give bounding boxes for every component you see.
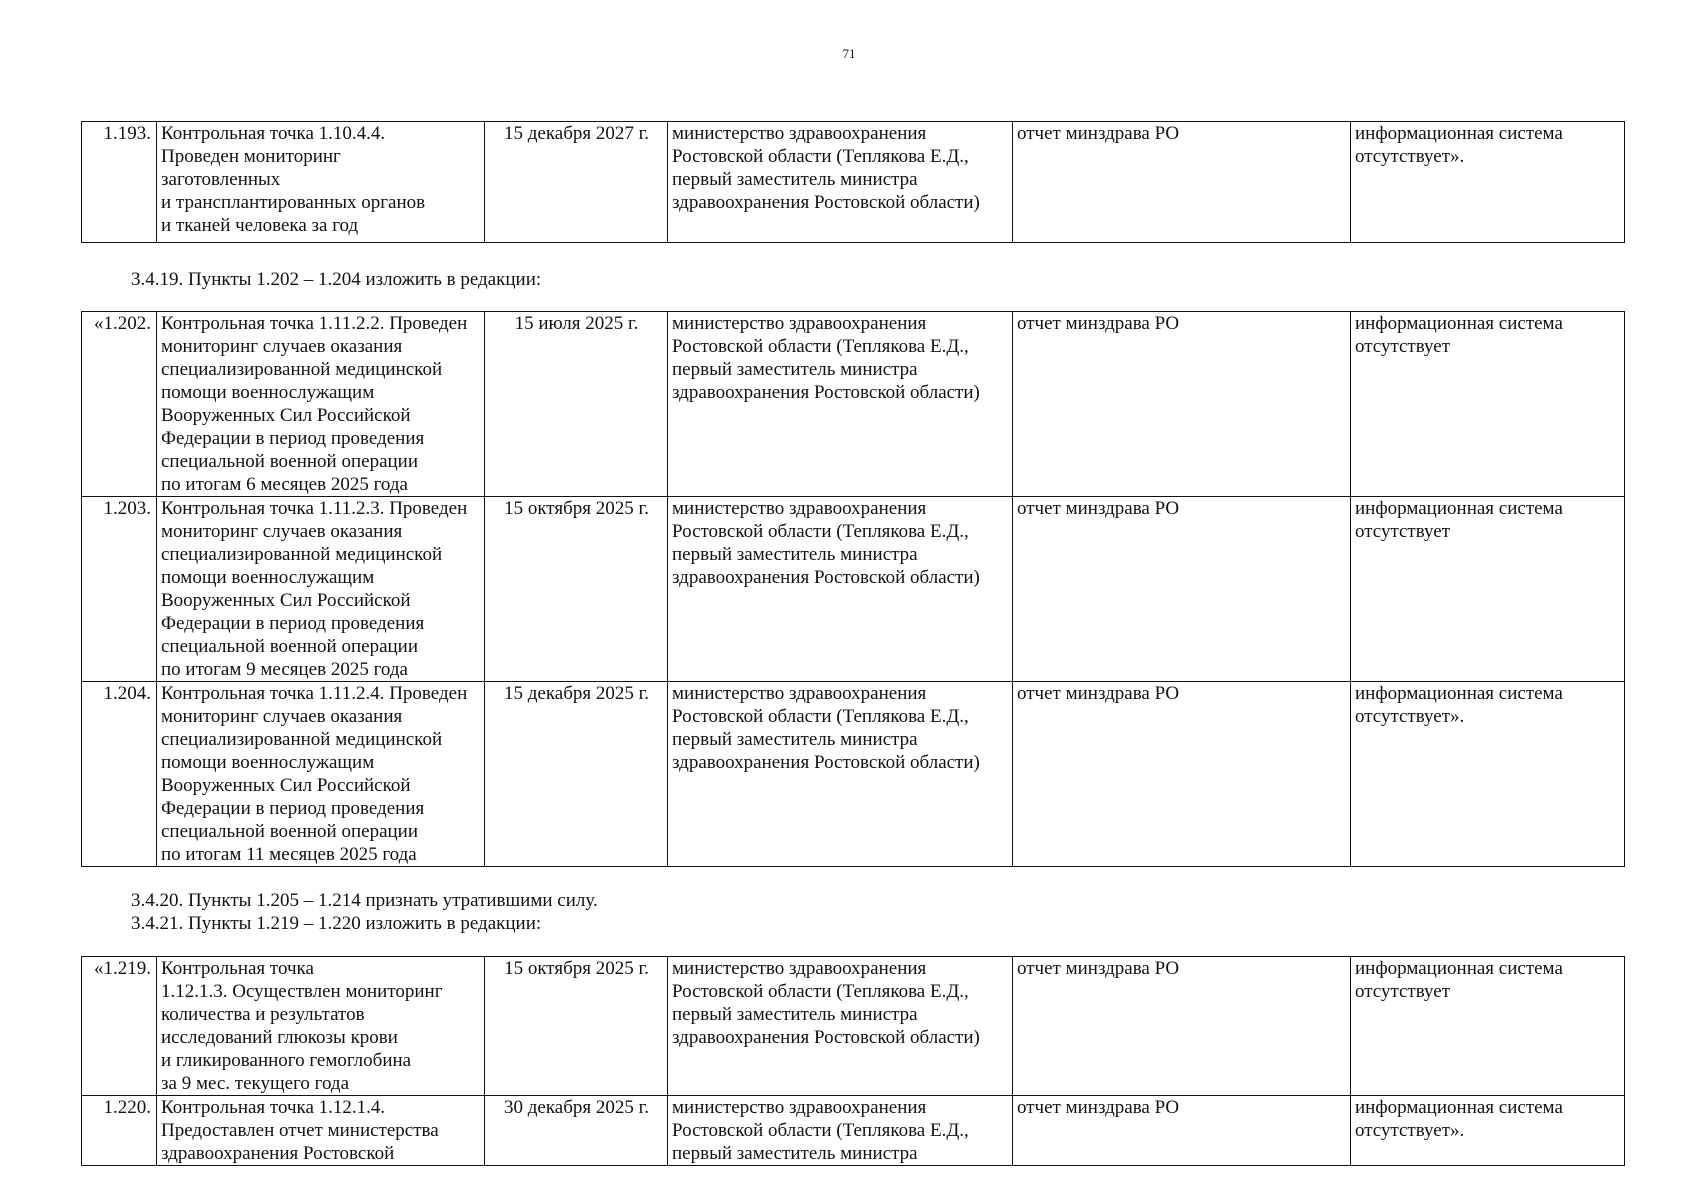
- amendment-paragraph-3-4-21: 3.4.21. Пункты 1.219 – 1.220 изложить в редакции:: [131, 913, 542, 934]
- responsible-executor: министерство здравоохранения Ростовской области (Теплякова Е.Д., первый заместитель министра здравоохранения Ростовской области): [668, 682, 1013, 867]
- table-row: [82, 682, 1625, 867]
- row-number: 1.193.: [82, 122, 157, 243]
- deadline-date: 15 октября 2025 г.: [485, 957, 668, 1096]
- milestone-name: Контрольная точка 1.11.2.3. Проведен мониторинг случаев оказания специализированной медицинской помощи военнослужащим Вооруженных Сил Российской Федерации в период проведения специальной военной операции по итогам 9 месяцев 2025 года: [157, 497, 485, 682]
- table-row: [82, 957, 1625, 1096]
- table-row: [82, 1096, 1625, 1166]
- row-number: 1.203.: [82, 497, 157, 682]
- milestone-name: Контрольная точка 1.12.1.4. Предоставлен отчет министерства здравоохранения Ростовской: [157, 1096, 485, 1166]
- information-system: информационная система отсутствует: [1351, 957, 1625, 1096]
- table-row: [82, 122, 1625, 243]
- responsible-executor: министерство здравоохранения Ростовской области (Теплякова Е.Д., первый заместитель министра здравоохранения Ростовской области): [668, 497, 1013, 682]
- deadline-date: 15 июля 2025 г.: [485, 312, 668, 497]
- deadline-date: 15 декабря 2027 г.: [485, 122, 668, 243]
- information-system: информационная система отсутствует: [1351, 312, 1625, 497]
- table-row: [82, 497, 1625, 682]
- milestone-name: Контрольная точка 1.11.2.2. Проведен мониторинг случаев оказания специализированной медицинской помощи военнослужащим Вооруженных Сил Российской Федерации в период проведения специальной военной операции по итогам 6 месяцев 2025 года: [157, 312, 485, 497]
- table-row: [82, 312, 1625, 497]
- page-number: 71: [842, 46, 856, 61]
- confirming-document: отчет минздрава РО: [1013, 312, 1351, 497]
- responsible-executor: министерство здравоохранения Ростовской области (Теплякова Е.Д., первый заместитель министра: [668, 1096, 1013, 1166]
- responsible-executor: министерство здравоохранения Ростовской области (Теплякова Е.Д., первый заместитель министра здравоохранения Ростовской области): [668, 312, 1013, 497]
- milestone-name: Контрольная точка 1.10.4.4. Проведен мониторинг заготовленных и трансплантированных органов и тканей человека за год: [157, 122, 485, 243]
- confirming-document: отчет минздрава РО: [1013, 1096, 1351, 1166]
- table-items-1202-1204: [81, 311, 1625, 867]
- milestone-name: Контрольная точка 1.12.1.3. Осуществлен мониторинг количества и результатов исследований глюкозы крови и гликированного гемоглобина за 9 мес. текущего года: [157, 957, 485, 1096]
- responsible-executor: министерство здравоохранения Ростовской области (Теплякова Е.Д., первый заместитель министра здравоохранения Ростовской области): [668, 122, 1013, 243]
- table-items-1219-1220: [81, 956, 1625, 1166]
- information-system: информационная система отсутствует: [1351, 497, 1625, 682]
- confirming-document: отчет минздрава РО: [1013, 497, 1351, 682]
- information-system: информационная система отсутствует».: [1351, 682, 1625, 867]
- deadline-date: 15 декабря 2025 г.: [485, 682, 668, 867]
- table-items-1193: [81, 121, 1625, 243]
- row-number: 1.204.: [82, 682, 157, 867]
- row-number: «1.202.: [82, 312, 157, 497]
- responsible-executor: министерство здравоохранения Ростовской области (Теплякова Е.Д., первый заместитель министра здравоохранения Ростовской области): [668, 957, 1013, 1096]
- confirming-document: отчет минздрава РО: [1013, 682, 1351, 867]
- confirming-document: отчет минздрава РО: [1013, 122, 1351, 243]
- information-system: информационная система отсутствует».: [1351, 122, 1625, 243]
- information-system: информационная система отсутствует».: [1351, 1096, 1625, 1166]
- amendment-paragraph-3-4-20: 3.4.20. Пункты 1.205 – 1.214 признать утратившими силу.: [131, 890, 598, 911]
- amendment-paragraph-3-4-19: 3.4.19. Пункты 1.202 – 1.204 изложить в редакции:: [131, 269, 542, 290]
- row-number: 1.220.: [82, 1096, 157, 1166]
- milestone-name: Контрольная точка 1.11.2.4. Проведен мониторинг случаев оказания специализированной медицинской помощи военнослужащим Вооруженных Сил Российской Федерации в период проведения специальной военной операции по итогам 11 месяцев 2025 года: [157, 682, 485, 867]
- deadline-date: 30 декабря 2025 г.: [485, 1096, 668, 1166]
- deadline-date: 15 октября 2025 г.: [485, 497, 668, 682]
- row-number: «1.219.: [82, 957, 157, 1096]
- confirming-document: отчет минздрава РО: [1013, 957, 1351, 1096]
